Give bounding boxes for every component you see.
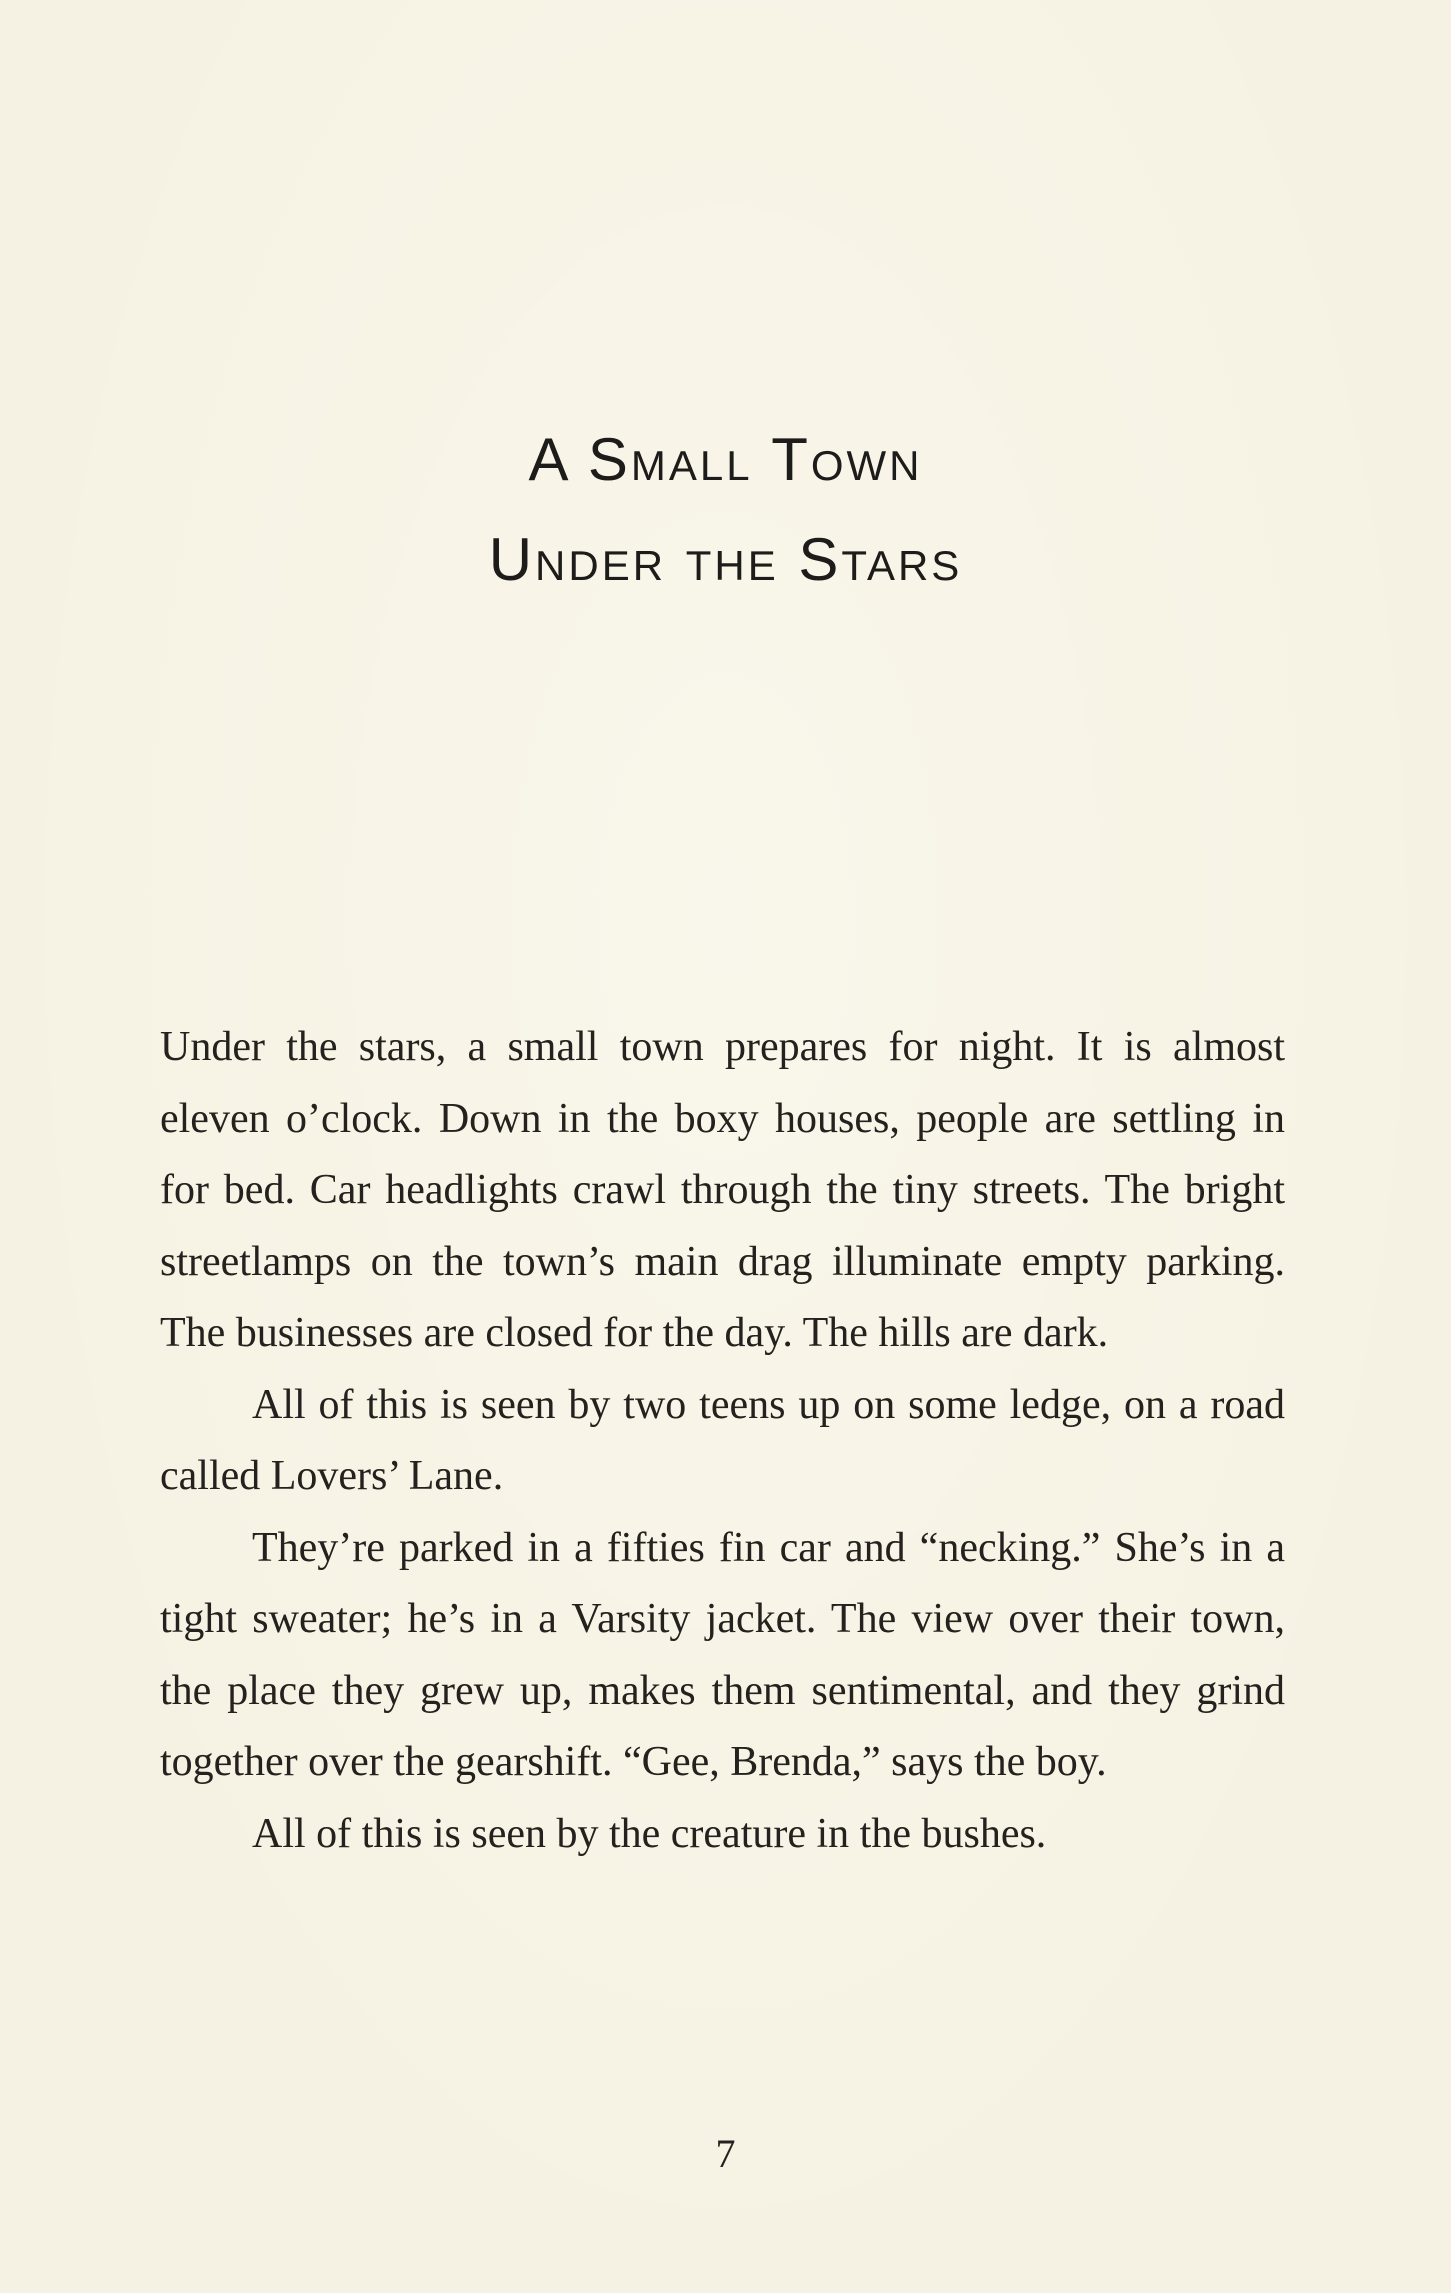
page-number: 7 [715, 2131, 736, 2176]
chapter-title-line-1: A Small Town [528, 426, 923, 493]
chapter-title-line-2: Under the Stars [488, 526, 963, 593]
chapter-body [160, 1012, 1285, 1870]
paragraph-1: Under the stars, a small town prepares for night. It is almost eleven o’clock. Down in the boxy houses, people are settling in for bed. Car headlights crawl through the tiny streets. The bright streetlamps on the town’s main drag illuminate empty parking. The businesses are closed for the day. The hills are dark. [160, 1024, 1285, 1356]
paragraph-2: All of this is seen by two teens up on some ledge, on a road called Lovers’ Lane. [160, 1381, 1285, 1499]
paragraph-4: All of this is seen by the creature in the bushes. [252, 1810, 1047, 1857]
chapter-title [0, 410, 1451, 610]
paragraph-3: They’re parked in a fifties fin car and “necking.” She’s in a tight sweater; he’s in a Varsity jacket. The view over their town, the place they grew up, makes them sentimental, and they grind together over the gearshift. “Gee, Brenda,” says the boy. [160, 1524, 1285, 1785]
